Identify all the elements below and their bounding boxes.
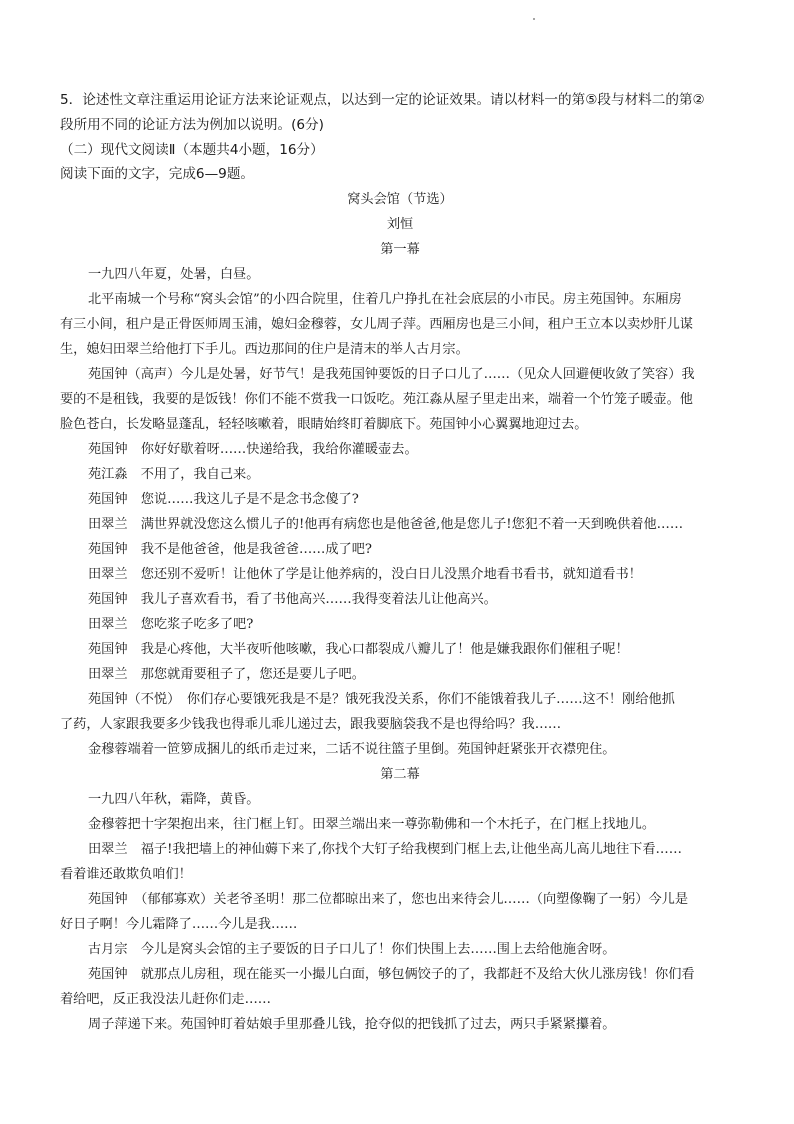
dialogue-line: 田翠兰 您还别不爱听！让他休了学是让他养病的，没白日儿没黑介地看书看书，就知道看书！ — [88, 567, 642, 582]
dialogue-line: 苑国钟 （郁郁寡欢）关老爷圣明！那二位都晾出来了，您也出来待会儿……（向塑像鞠了一躬）今儿是 — [88, 892, 689, 907]
dialogue-line: 苑国钟 您说……我这儿子是不是念书念傻了? — [88, 492, 359, 507]
question-5-line-2: 段所用不同的论证方法为例加以说明。(6分) — [60, 117, 324, 133]
scan-dot — [533, 18, 535, 20]
dialogue-line-cont: 了药，人家跟我要多少钱我也得乖儿乖儿递过去，跟我要脑袋我不是也得给吗？我…… — [60, 717, 562, 732]
dialogue-line: 苑国钟 我儿子喜欢看书，看了书他高兴……我得变着法儿让他高兴。 — [88, 592, 497, 607]
dialogue-line: 古月宗 今儿是窝头会馆的主子要饭的日子口儿了！你们快围上去……围上去给他施舍呀。 — [88, 942, 616, 957]
dialogue-line: 苑国钟 我不是他爸爸，他是我爸爸……成了吧? — [88, 542, 373, 557]
dialogue-line: 田翠兰 您吃浆子吃多了吧? — [88, 617, 254, 632]
author: 刘恒 — [386, 217, 414, 232]
question-5-line-1: 5．论述性文章注重运用论证方法来论证观点，以达到一定的论证效果。请以材料一的第⑤段与材料二的第② — [60, 92, 705, 108]
section-heading: （二）现代文阅读Ⅱ（本题共4小题，16分） — [60, 142, 324, 158]
dialogue-line-cont: 着给吧，反正我没法儿赶你们走…… — [60, 992, 271, 1007]
dialogue-line: 田翠兰 满世界就没您这么惯儿子的!他再有病您也是他爸爸,他是您儿子!您犯不着一天到晚供着他…… — [88, 517, 684, 532]
act-1-p1-line-1: 北平南城一个号称“窝头会馆”的小四合院里，住着几户挣扎在社会底层的小市民。房主苑国钟。东厢房 — [88, 292, 682, 307]
act-1-heading: 第一幕 — [380, 242, 420, 257]
stage-direction: 金穆蓉端着一笸箩成捆儿的纸币走过来，二话不说往篮子里倒。苑国钟赶紧张开衣襟兜住。 — [88, 742, 616, 757]
act-1-p2-line-3: 脸色苍白，长发略显蓬乱，轻轻咳嗽着，眼睛始终盯着脚底下。苑国钟小心翼翼地迎过去。 — [60, 417, 588, 432]
act-1-p1-line-3: 生，媳妇田翠兰给他打下手儿。西边那间的住户是清末的举人古月宗。 — [60, 342, 469, 357]
stage-direction: 周子萍递下来。苑国钟盯着姑娘手里那叠儿钱，抢夺似的把钱抓了过去，两只手紧紧攥着。 — [88, 1017, 616, 1032]
act-1-p2-line-1: 苑国钟（高声）今儿是处暑，好节气！是我苑国钟要饭的日子口儿了……（见众人回避便收敛了笑容）我 — [88, 367, 695, 382]
play-title: 窝头会馆（节选） — [347, 192, 453, 207]
dialogue-line: 苑国钟 我是心疼他，大半夜听他咳嗽，我心口都裂成八瓣儿了！他是嫌我跟你们催租子呢！ — [88, 642, 629, 657]
dialogue-line: 田翠兰 福子!我把墙上的神仙薅下来了,你找个大钉子给我楔到门框上去,让他坐高儿高儿地往下看…… — [88, 842, 682, 857]
act-2-heading: 第二幕 — [380, 767, 420, 782]
dialogue-line: 苑国钟 你好好歇着呀……快递给我，我给你灌暖壶去。 — [88, 442, 418, 457]
act-1-p1-line-2: 有三小间，租户是正骨医师周玉浦，媳妇金穆蓉，女儿周子萍。西厢房也是三小间，租户王立本以卖炒肝儿谋 — [60, 317, 693, 332]
act-1-p2-line-2: 要的不是租钱，我要的是饭钱！你们不能不赏我一口饭吃。苑江淼从屋子里走出来，端着一个竹笼子暖壶。他 — [60, 392, 693, 407]
dialogue-line: 苑国钟 就那点儿房租，现在能买一小撮儿白面，够包俩饺子的了，我都赶不及给大伙儿涨房钱！你们看 — [88, 967, 695, 982]
act-1-setting: 一九四八年夏，处暑，白昼。 — [88, 267, 260, 282]
dialogue-line: 田翠兰 那您就甭要租子了，您还是要儿子吧。 — [88, 667, 365, 682]
dialogue-line: 苑江淼 不用了，我自己来。 — [88, 467, 260, 482]
dialogue-line-cont: 好日子啊！今儿霜降了……今儿是我…… — [60, 917, 298, 932]
dialogue-line-cont: 看着谁还敢欺负咱们！ — [60, 867, 192, 882]
instruction: 阅读下面的文字，完成6—9题。 — [60, 166, 255, 182]
act-2-setting: 一九四八年秋，霜降，黄昏。 — [88, 792, 260, 807]
dialogue-line: 苑国钟（不悦） 你们存心要饿死我是不是？饿死我没关系，你们不能饿着我儿子……这不！刚给他抓 — [88, 692, 675, 707]
stage-direction: 金穆蓉把十字架抱出来，往门框上钉。田翠兰端出来一尊弥勒佛和一个木托子，在门框上找地儿。 — [88, 817, 656, 832]
